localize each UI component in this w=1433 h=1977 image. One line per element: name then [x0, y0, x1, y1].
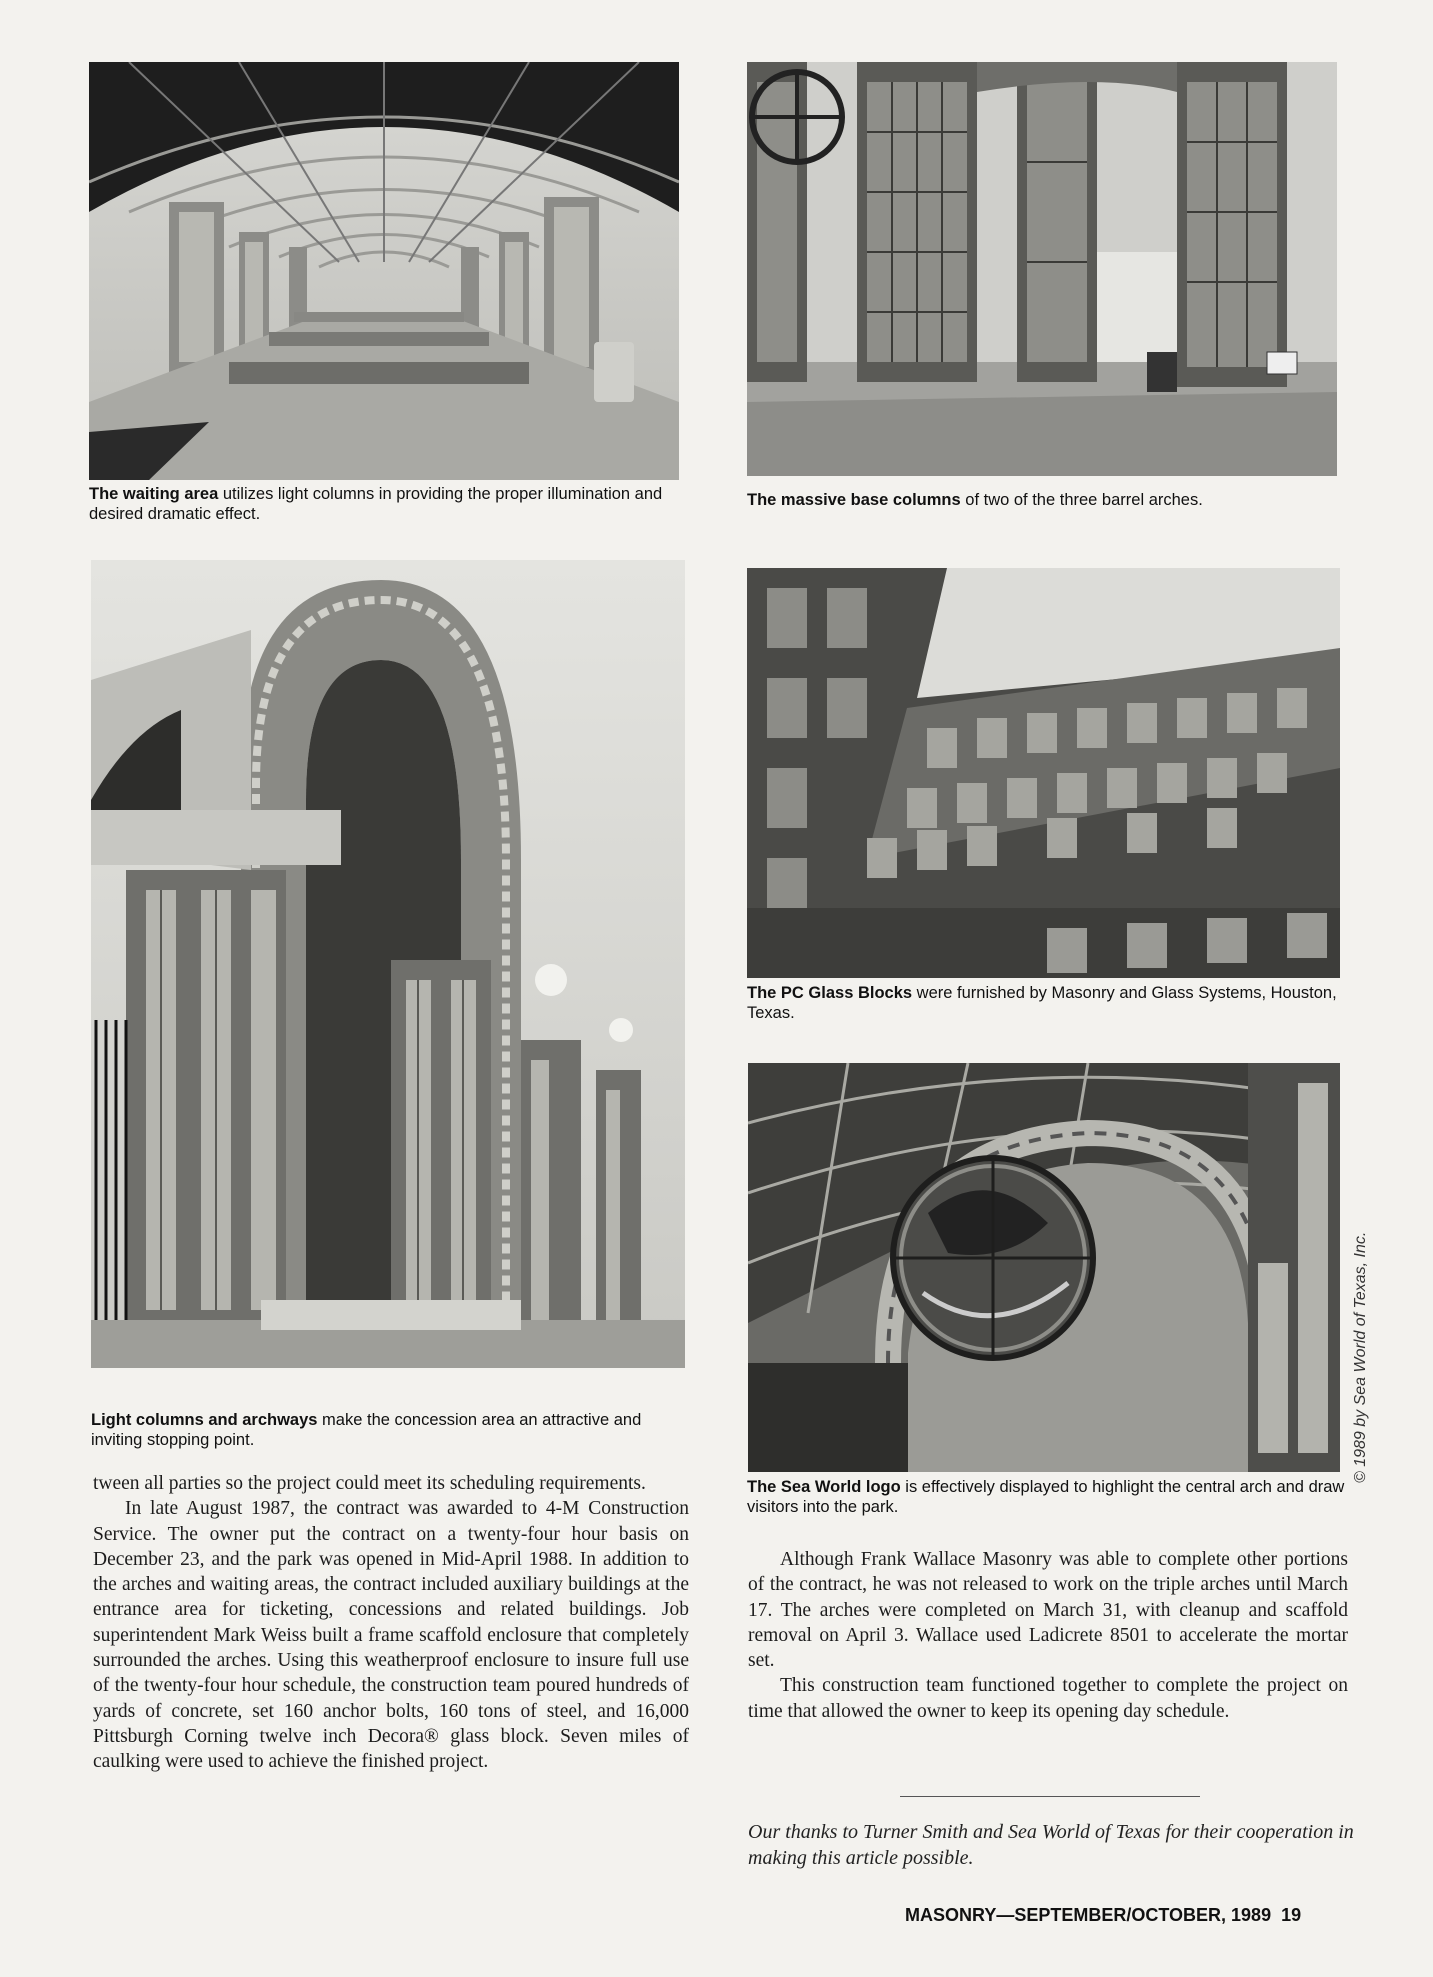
archways-caption	[91, 1410, 691, 1450]
caption-bold: The Sea World logo	[747, 1478, 901, 1496]
glass-blocks-caption	[747, 983, 1347, 1023]
left-paragraph-2: In late August 1987, the contract was awarded to 4-M Construction Service. The owner put the contract on a twenty-four hour basis on December 23, and the park was opened in Mid-April 1988. In addition to the arches and waiting areas, the contract included auxiliary buildings at the entrance area for ticketing, concessions and related buildings. Job superintendent Mark Weiss built a frame scaffold enclosure that completely surrounded the arches. Using this weatherproof enclosure to insure full use of the twenty-four hour schedule, the construction team poured hundreds of yards of concrete, set 160 anchor bolts, 160 tons of steel, and 16,000 Pittsburgh Corning twelve inch Decora® glass block. Seven miles of caulking were used to achieve the finished project.	[93, 1498, 689, 1773]
base-columns-photo	[747, 62, 1337, 476]
acknowledgement: Our thanks to Turner Smith and Sea World of Texas for their cooperation in making this article possible.	[748, 1821, 1354, 1869]
page-number: 19	[1281, 1905, 1302, 1925]
page-footer	[905, 1905, 1301, 1926]
divider-rule	[900, 1796, 1200, 1797]
left-paragraph-1: tween all parties so the project could meet its scheduling requirements.	[93, 1473, 646, 1494]
base-columns-caption	[747, 490, 1347, 510]
right-paragraph-2: This construction team functioned together to complete the project on time that allowed the owner to keep its opening day schedule.	[748, 1675, 1348, 1722]
caption-text: is effectively displayed to highlight the central arch and draw visitors into the park.	[747, 1478, 1345, 1516]
waiting-area-caption	[89, 484, 684, 524]
caption-text: make the concession area an attractive and inviting stopping point.	[91, 1411, 642, 1449]
caption-text: utilizes light columns in providing the proper illumination and desired dramatic effect.	[89, 485, 663, 523]
caption-bold: The waiting area	[89, 485, 219, 503]
right-paragraph-1: Although Frank Wallace Masonry was able to complete other portions of the contract, he was not released to work on the triple arches until March 17. The arches were completed on March 31, with cleanup and scaffold removal on April 3. Wallace used Ladicrete 8501 to accelerate the mortar set.	[748, 1549, 1348, 1672]
copyright-notice: © 1989 by Sea World of Texas, Inc.	[1352, 1231, 1369, 1483]
caption-bold: The massive base columns	[747, 491, 961, 509]
right-article-column	[748, 1547, 1348, 1724]
waiting-area-photo	[89, 62, 679, 480]
glass-blocks-photo	[747, 568, 1340, 978]
caption-bold: Light columns and archways	[91, 1411, 318, 1429]
caption-text: were furnished by Masonry and Glass Systems, Houston, Texas.	[747, 984, 1337, 1022]
caption-bold: The PC Glass Blocks	[747, 984, 913, 1002]
sea-world-logo-caption	[747, 1477, 1352, 1517]
caption-text: of two of the three barrel arches.	[960, 491, 1203, 509]
archways-photo	[91, 560, 685, 1368]
sea-world-logo-photo	[748, 1063, 1340, 1472]
left-article-column	[93, 1471, 689, 1775]
magazine-issue: MASONRY—SEPTEMBER/OCTOBER, 1989	[905, 1905, 1272, 1925]
